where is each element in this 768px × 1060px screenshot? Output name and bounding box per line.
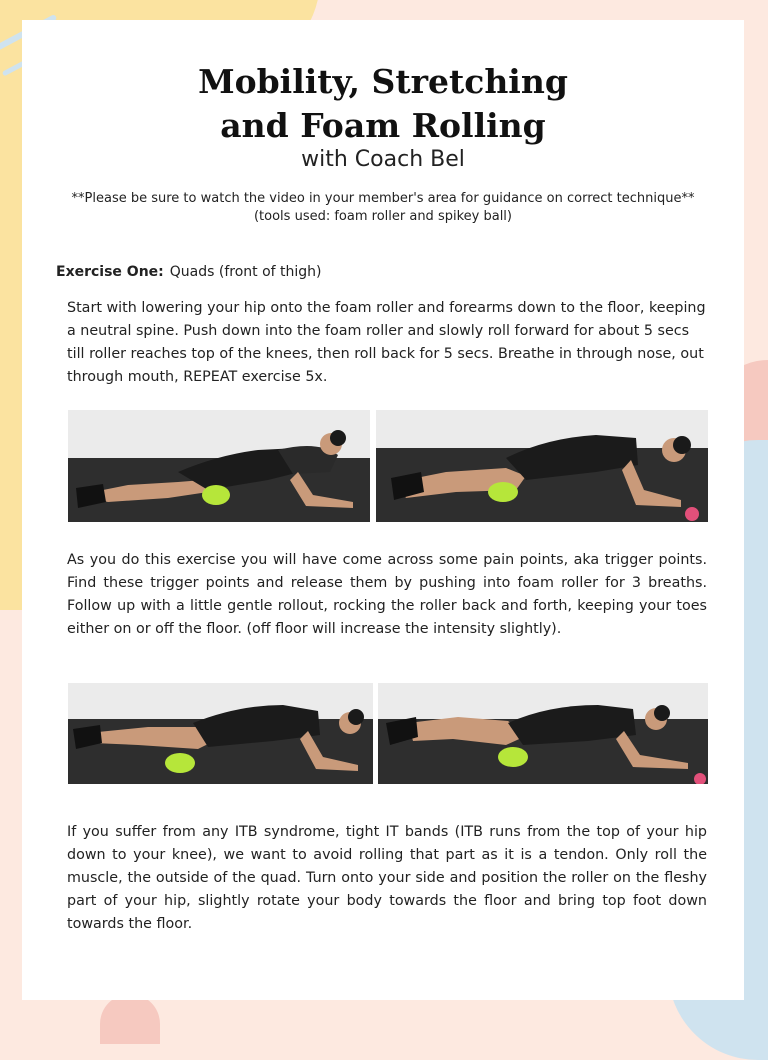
- decor-pink-bottom-shape: [100, 994, 160, 1044]
- exercise-photo-3: [68, 683, 373, 784]
- title-line-1: Mobility, Stretching: [198, 62, 568, 101]
- instruction-paragraph-2: As you do this exercise you will have come across some pain points, aka trigger points. Find these trigger points and release them by pushing into foam roller for 3 breaths. Follow up with a little gentle rollout, rocking the roller back and forth, keeping your toes either on or off the floor. (off floor will increase the intensity slightly).: [67, 552, 707, 637]
- page-title: [22, 60, 744, 148]
- title-line-2: and Foam Rolling: [220, 106, 546, 145]
- instruction-paragraph-3: If you suffer from any ITB syndrome, tight IT bands (ITB runs from the top of your hip down to your knee), we want to avoid rolling that part as it is a tendon. Only roll the muscle, the outside of the quad. Turn onto your side and position the roller on the fleshy part of your hip, slightly rotate your body towards the floor and bring top foot down towards the floor.: [67, 824, 707, 932]
- page-subtitle: with Coach Bel: [301, 147, 465, 172]
- exercise-heading: [56, 264, 322, 280]
- exercise-label: Exercise One:: [56, 264, 164, 280]
- exercise-photo-1: [68, 410, 370, 522]
- exercise-name: Quads (front of thigh): [169, 264, 322, 280]
- technique-note-line-1: **Please be sure to watch the video in your member's area for guidance on correct technique**: [71, 191, 695, 206]
- document-page: [22, 20, 744, 1000]
- instruction-paragraph-1: Start with lowering your hip onto the foam roller and forearms down to the floor, keeping a neutral spine. Push down into the foam roller and slowly roll forward for about 5 secs till roller reaches top of the knees, then roll back for 5 secs. Breathe in through nose, out through mouth, REPEAT exercise 5x.: [67, 300, 706, 385]
- tools-note: (tools used: foam roller and spikey ball): [253, 209, 512, 224]
- exercise-photo-2: [376, 410, 708, 522]
- technique-note: [22, 190, 744, 226]
- exercise-photo-4: [378, 683, 708, 784]
